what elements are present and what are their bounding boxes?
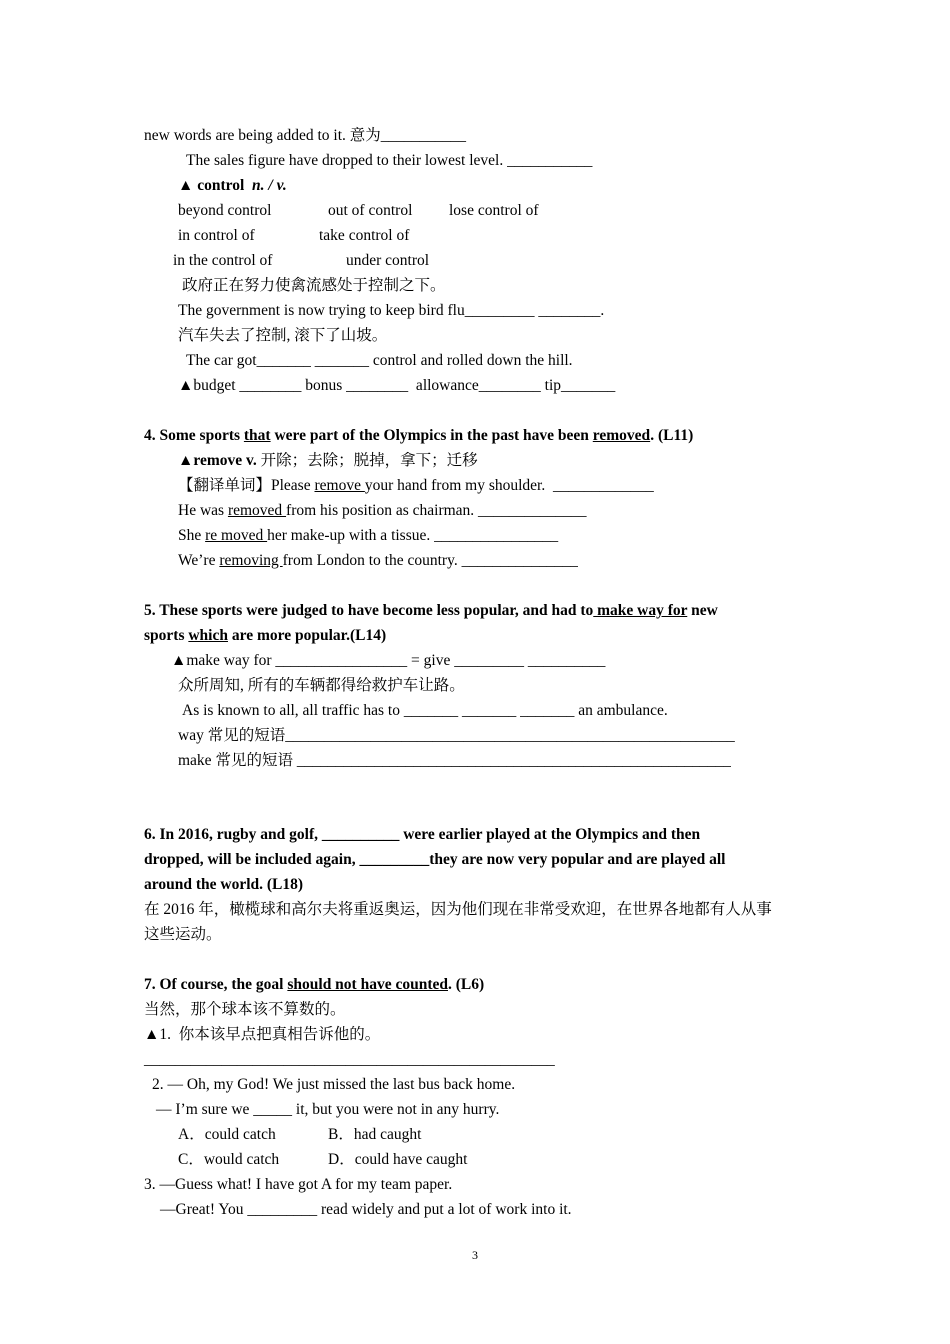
remove-heading — [178, 451, 478, 471]
s4-t4: removed — [592, 427, 651, 444]
s5-t4: sports — [144, 627, 189, 644]
r4c: from London to the country. _______________ — [282, 552, 578, 569]
r3c: her make-up with a tissue. ________________ — [267, 527, 559, 544]
r2b: removed — [227, 502, 287, 519]
control-en-2: The car got_______ _______ control and rolled down the hill. — [186, 352, 573, 369]
section-4-title — [144, 426, 693, 446]
phrase-beyond-control: beyond control — [178, 202, 272, 219]
section-7-q1: ▲1. 你本该早点把真相告诉他的。 — [144, 1026, 381, 1043]
remove-example-2 — [178, 501, 587, 521]
s4-t2: that — [243, 427, 271, 444]
s4-t3: were part of the Olympics in the past have been — [270, 427, 593, 444]
r1c: your hand from my shoulder. _____________ — [364, 477, 654, 494]
section-6-line-1: 6. In 2016, rugby and golf, __________ were earlier played at the Olympics and then — [144, 826, 701, 843]
s4-t1: 4. Some sports — [144, 427, 244, 444]
make-way-cn: 众所周知, 所有的车辆都得给救护车让路。 — [178, 677, 465, 694]
remove-example-4 — [178, 551, 578, 571]
r4b: removing — [219, 552, 283, 569]
control-head-pos: n. / v. — [252, 177, 287, 194]
section-6-cn-2: 这些运动。 — [144, 926, 222, 943]
option-b: B．had caught — [328, 1126, 422, 1143]
remove-example-1 — [178, 476, 654, 496]
s7-t1: 7. Of course, the goal — [144, 976, 288, 993]
prev-line-2: The sales figure have dropped to their lowest level. ___________ — [186, 152, 593, 169]
make-way-line: ▲make way for _________________ = give _________ __________ — [171, 652, 606, 669]
control-heading — [178, 176, 287, 196]
section-6-cn-1: 在 2016 年，橄榄球和高尔夫将重返奥运，因为他们现在非常受欢迎，在世界各地都有人从事 — [144, 901, 772, 918]
s4-t5: . (L11) — [650, 427, 694, 444]
phrase-out-of-control: out of control — [328, 202, 413, 219]
section-6-line-2: dropped, will be included again, _________they are now very popular and are played all — [144, 851, 726, 868]
page-number: 3 — [472, 1248, 478, 1262]
make-way-en: As is known to all, all traffic has to _______ _______ _______ an ambulance. — [182, 702, 668, 719]
section-6-line-3: around the world. (L18) — [144, 876, 304, 893]
phrase-in-the-control: in the control of — [173, 252, 273, 269]
section-7-cn: 当然，那个球本该不算数的。 — [144, 1001, 346, 1018]
prev-line-1: new words are being added to it. 意为___________ — [144, 127, 466, 144]
option-a: A．could catch — [178, 1126, 276, 1143]
section-7-q3-line-2: —Great! You _________ read widely and put a lot of work into it. — [160, 1201, 572, 1218]
section-5-title-line-1 — [144, 601, 718, 621]
make-phrases-line: make 常见的短语 ________________________________________________________ — [178, 752, 731, 769]
r3b: re moved — [205, 527, 268, 544]
s5-t3: new — [687, 602, 718, 619]
budget-line: ▲budget ________ bonus ________ allowance________ tip_______ — [178, 377, 616, 394]
control-cn-1: 政府正在努力使禽流感处于控制之下。 — [182, 277, 446, 294]
remove-head-word: ▲remove v. — [178, 452, 257, 469]
section-7-q2-line-1: 2. — Oh, my God! We just missed the last bus back home. — [152, 1076, 516, 1093]
r2a: He was — [178, 502, 228, 519]
phrase-take-control: take control of — [319, 227, 410, 244]
r1b: remove — [314, 477, 365, 494]
option-c: C．would catch — [178, 1151, 280, 1168]
s5-t2: make way for — [593, 602, 688, 619]
remove-head-meaning: 开除；去除；脱掉，拿下；迁移 — [256, 452, 478, 469]
phrase-lose-control: lose control of — [449, 202, 539, 219]
way-phrases-line: way 常见的短语__________________________________________________________ — [178, 727, 735, 744]
s7-t2: should not have counted — [287, 976, 448, 993]
r1a: 【翻译单词】Please — [178, 477, 315, 494]
s5-t6: are more popular.(L14) — [227, 627, 387, 644]
s7-t3: . (L6) — [448, 976, 485, 993]
remove-example-3 — [178, 526, 558, 546]
r2c: from his position as chairman. ______________ — [286, 502, 587, 519]
control-cn-2: 汽车失去了控制, 滚下了山坡。 — [178, 327, 388, 344]
section-7-title — [144, 975, 484, 995]
control-head-word: ▲ control — [178, 177, 253, 194]
s5-t5: which — [188, 627, 228, 644]
section-5-title-line-2 — [144, 626, 386, 646]
s5-t1: 5. These sports were judged to have become less popular, and had to — [144, 602, 594, 619]
section-7-q3-line-1: 3. —Guess what! I have got A for my team paper. — [144, 1176, 453, 1193]
r4a: We’re — [178, 552, 220, 569]
phrase-under-control: under control — [346, 252, 430, 269]
option-d: D．could have caught — [328, 1151, 468, 1168]
section-7-answer-blank: _____________________________________________________ — [144, 1051, 555, 1068]
section-7-q2-line-2: — I’m sure we _____ it, but you were not in any hurry. — [156, 1101, 500, 1118]
phrase-in-control: in control of — [178, 227, 255, 244]
r3a: She — [178, 527, 206, 544]
control-en-1: The government is now trying to keep bird flu_________ ________. — [178, 302, 605, 319]
